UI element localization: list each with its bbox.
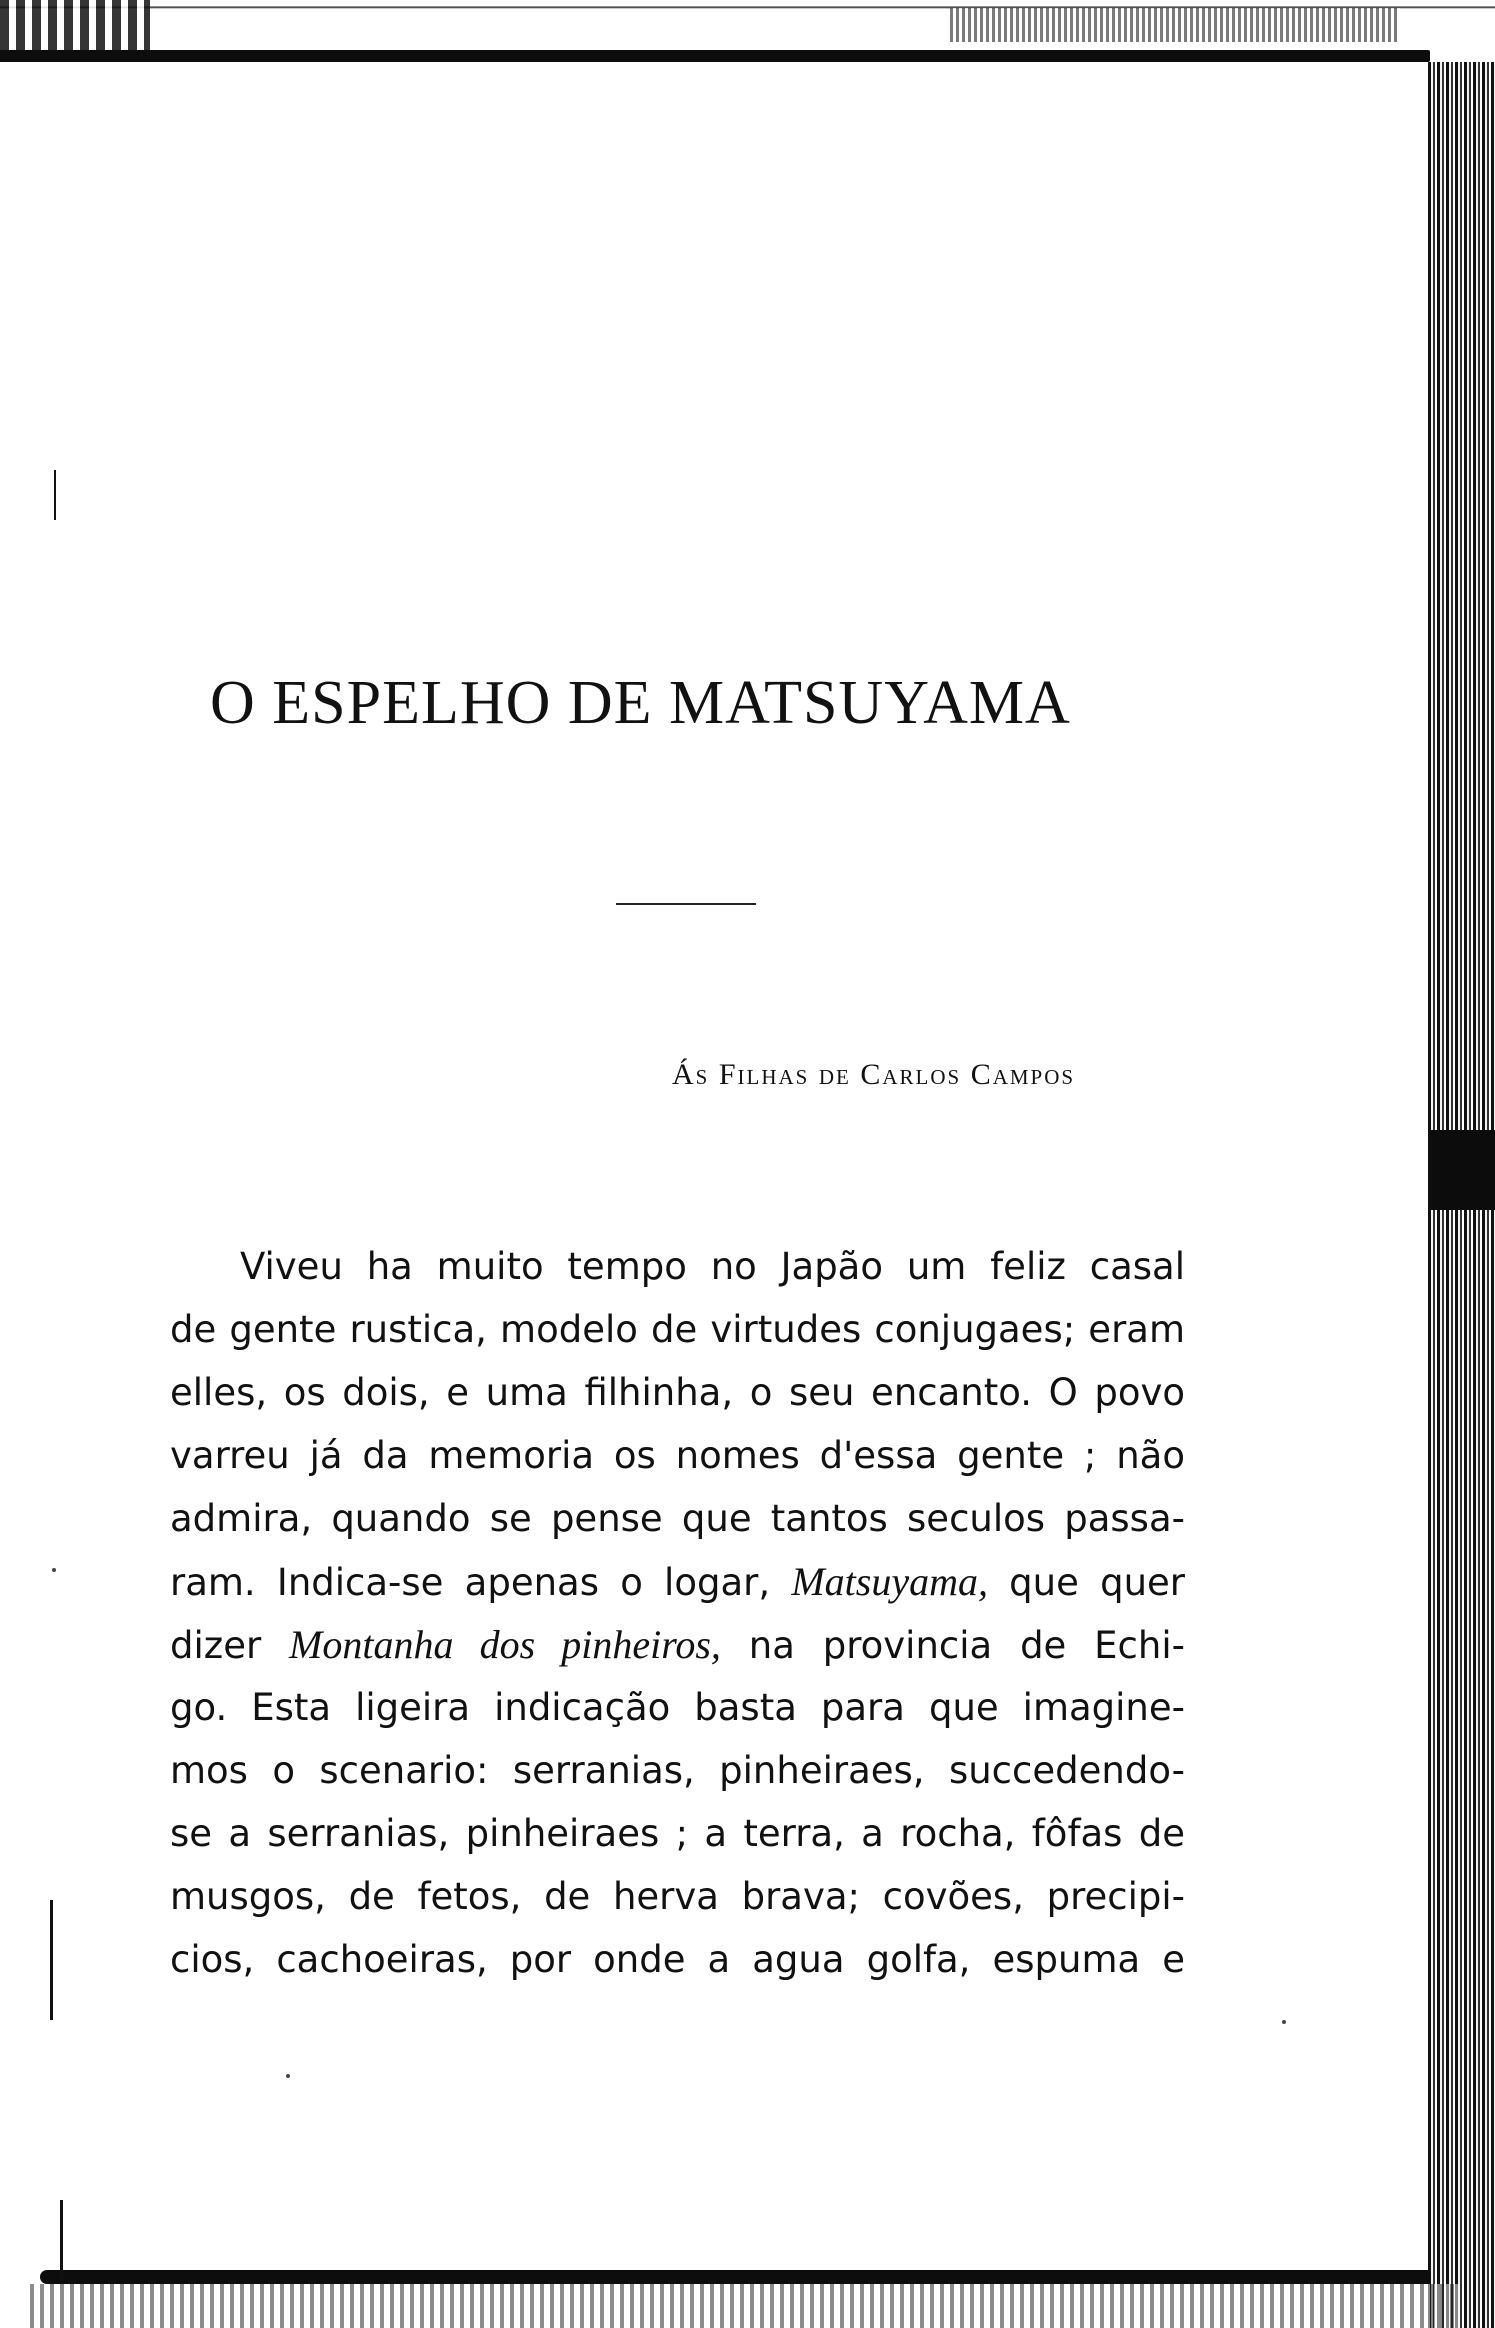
title-rule bbox=[616, 903, 756, 905]
text-line bbox=[170, 1928, 1185, 1991]
text-run: go. Esta ligeira indicação basta para que imagine- bbox=[170, 1686, 1185, 1729]
dedication: Ás Filhas de Carlos Campos bbox=[672, 1058, 1076, 1091]
text-run: cios, cachoeiras, por onde a agua golfa, espuma e bbox=[170, 1938, 1185, 1981]
right-edge-block bbox=[1430, 1130, 1495, 1210]
text-run: elles, os dois, e uma filhinha, o seu encanto. O povo bbox=[170, 1371, 1185, 1414]
scan-speck bbox=[286, 2074, 290, 2078]
text-run: na provincia de Echi- bbox=[720, 1624, 1185, 1667]
text-run: de gente rustica, modelo de virtudes conjugaes; eram bbox=[170, 1308, 1185, 1351]
text-run: dizer bbox=[170, 1624, 290, 1667]
text-run: ram. Indica-se apenas o logar, bbox=[170, 1561, 792, 1604]
text-line bbox=[170, 1550, 1185, 1613]
text-line bbox=[170, 1739, 1185, 1802]
scan-mark bbox=[54, 470, 56, 520]
text-line bbox=[170, 1298, 1185, 1361]
text-line bbox=[170, 1865, 1185, 1928]
text-line bbox=[170, 1613, 1185, 1676]
text-run: musgos, de fetos, de herva brava; covões, precipi- bbox=[170, 1875, 1185, 1918]
scan-speck bbox=[1282, 2020, 1286, 2024]
text-line bbox=[170, 1361, 1185, 1424]
page-title: O ESPELHO DE MATSUYAMA bbox=[210, 669, 1071, 737]
text-run: varreu já da memoria os nomes d'essa gente ; não bbox=[170, 1434, 1185, 1477]
body-paragraph bbox=[170, 1235, 1185, 1991]
scan-speck bbox=[52, 1568, 56, 1572]
italic-text: Montanha dos pinheiros, bbox=[289, 1622, 721, 1667]
text-run: se a serranias, pinheiraes ; a terra, a rocha, fôfas de bbox=[170, 1812, 1185, 1855]
top-border-line bbox=[0, 50, 1430, 62]
text-line bbox=[170, 1676, 1185, 1739]
text-line bbox=[170, 1235, 1185, 1298]
text-run: que quer bbox=[987, 1561, 1185, 1604]
italic-text: Matsuyama, bbox=[791, 1559, 988, 1604]
scan-mark bbox=[50, 1900, 53, 2020]
text-line bbox=[170, 1802, 1185, 1865]
scan-mark bbox=[60, 2200, 63, 2280]
page-bottom-shadow bbox=[30, 2284, 1460, 2328]
text-line bbox=[170, 1424, 1185, 1487]
text-run: Viveu ha muito tempo no Japão um feliz casal bbox=[240, 1245, 1185, 1288]
text-run: admira, quando se pense que tantos seculos passa- bbox=[170, 1497, 1185, 1540]
page-top-shadow bbox=[950, 8, 1400, 42]
text-line bbox=[170, 1487, 1185, 1550]
bottom-border-line bbox=[40, 2270, 1430, 2284]
text-run: mos o scenario: serranias, pinheiraes, succedendo- bbox=[170, 1749, 1185, 1792]
